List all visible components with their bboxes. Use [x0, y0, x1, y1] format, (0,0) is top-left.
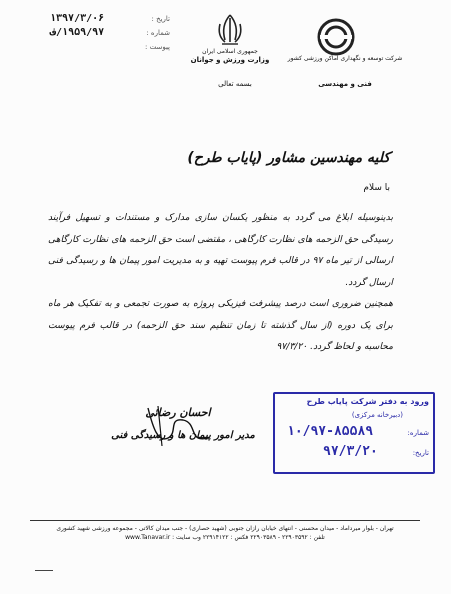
attachment-row: [50, 40, 170, 54]
receipt-stamp: [273, 392, 435, 474]
stamp-date-label: تاریخ:: [412, 449, 429, 457]
stamp-date-value: ۹۷/۳/۲۰: [323, 444, 378, 459]
footer-contact: تلفن : ۲۲۹۰۳۵۹۲ - ۲۲۹۰۳۵۸۹ فکس : ۲۲۹۱۴۱۲۲ وب سایت : www.Tanavar.ir: [125, 534, 325, 541]
letter-body: [48, 207, 393, 358]
greeting: با سلام: [363, 183, 390, 193]
org-dept: فنی و مهندسی: [318, 80, 372, 88]
footer: [30, 524, 420, 542]
body-paragraph-1: بدینوسیله ابلاغ می گردد به منظور یکسان سازی مدارک و مستندات و تسهیل فرآیند رسیدگی حق الزحمه های نظارت کارگاهی ، مقتضی است حق الزحمه های نظارت کارگاهی ارسالی از تیر ماه ۹۷ در قالب فرم پیوست تهیه و به مدیریت امور پیمان ها و رسیدگی فنی ارسال گردد.: [48, 212, 393, 288]
footer-address: تهران - بلوار میرداماد - میدان محسنی - انتهای خیابان رازان جنوبی (شهید حصاری) - جنب میدان کالاتی - مجموعه ورزشی شهید کشوری: [56, 525, 394, 532]
iran-emblem-icon: [210, 12, 250, 48]
date-label: تاریخ :: [151, 15, 170, 23]
stamp-number-value: ۱۰/۹۷-۸۵۵۸۹: [287, 424, 374, 439]
date-value: ۱۳۹۷/۳/۰۶: [50, 13, 105, 24]
attachment-label: پیوست :: [145, 43, 170, 51]
ministry-line1: جمهوری اسلامی ایران: [202, 48, 258, 55]
ministry-line2: وزارت ورزش و جوانان: [190, 56, 270, 64]
number-label: شماره :: [146, 29, 170, 37]
footer-divider: [30, 520, 420, 521]
page-mark: [35, 570, 53, 571]
letter-recipient: کلیه مهندسین مشاور (پایاب طرح): [187, 150, 390, 166]
org-name: شرکت توسعه و نگهداری اماکن ورزشی کشور: [287, 55, 403, 62]
body-paragraph-2: همچنین ضروری است درصد پیشرفت فیزیکی پروژه به صورت تجمعی و به تفکیک هر ماه برای یک دوره (از سال گذشته تا زمان تنظیم سند حق الزحمه) در قالب فرم پیوست محاسبه و لحاظ گردد. ۹۷/۳/۲۰: [48, 298, 393, 352]
number-row: [50, 26, 170, 40]
date-row: [50, 12, 170, 26]
signer-title: مدیر امور پیمان ها و رسیدگی فنی: [111, 430, 255, 441]
company-logo-icon: [316, 17, 356, 57]
stamp-number-label: شماره:: [407, 429, 429, 437]
stamp-subtitle: (دبیرخانه مرکزی): [351, 411, 403, 419]
signer-name: احسان رضائی: [145, 406, 211, 419]
bismillah: بسمه تعالی: [218, 80, 252, 88]
stamp-title: ورود به دفتر شرکت پایاب طرح: [306, 397, 429, 406]
letter-meta: [50, 12, 170, 54]
ministry-name: [185, 48, 275, 64]
number-value: ۱۹۵۹/۹۷/ف: [50, 27, 105, 38]
